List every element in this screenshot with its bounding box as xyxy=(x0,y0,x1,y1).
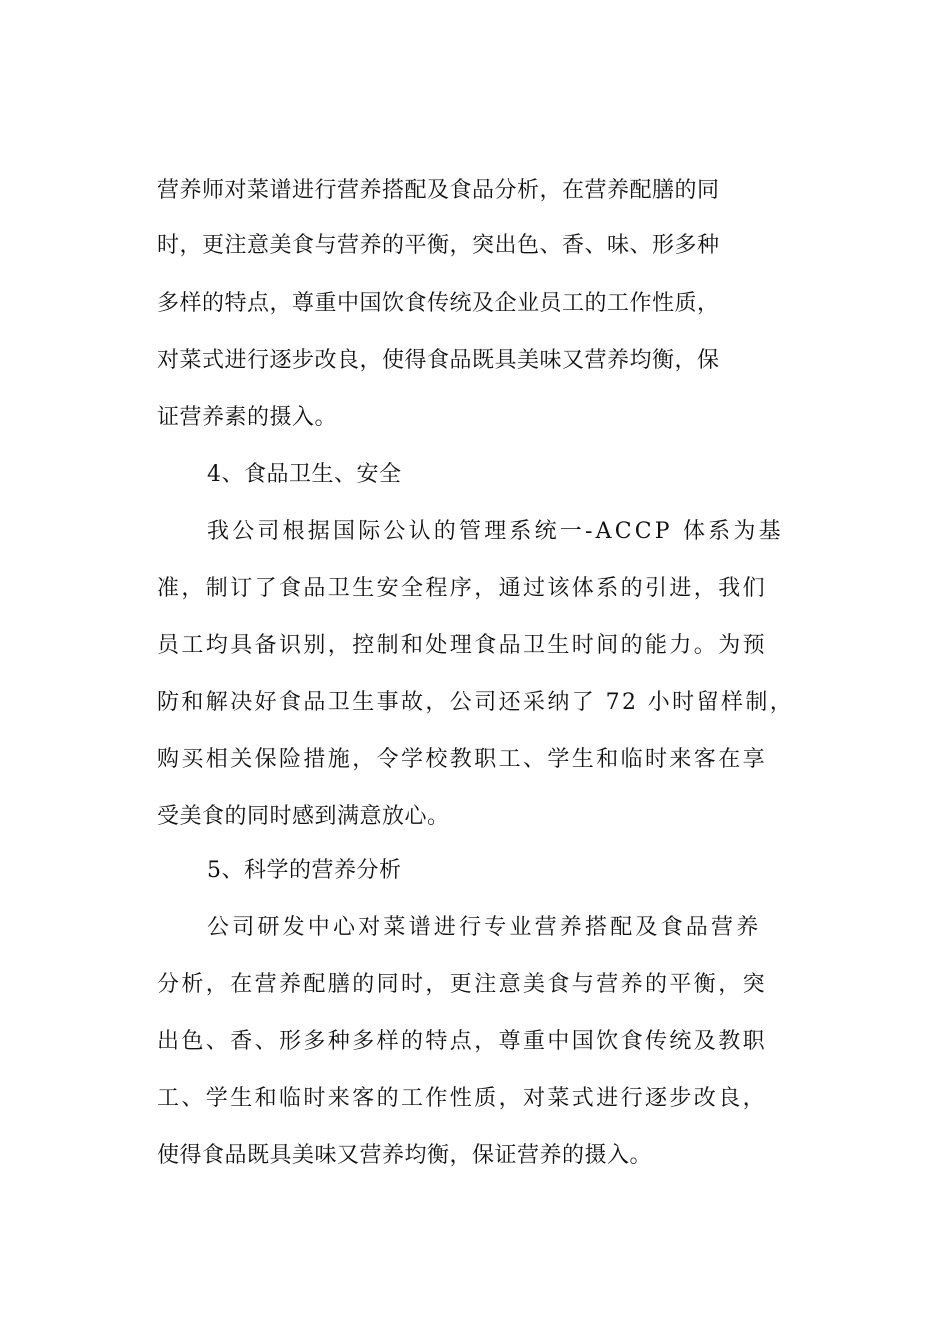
section-heading: 5、科学的营养分析 xyxy=(207,858,402,883)
paragraph-line: 工、学生和临时来客的工作性质，对菜式进行逐步改良， xyxy=(157,1086,768,1111)
paragraph-line: 营养师对菜谱进行营养搭配及食品分析，在营养配膳的同 xyxy=(157,178,720,203)
paragraph-line: 我公司根据国际公认的管理系统一-ACCP 体系为基 xyxy=(207,519,784,544)
paragraph-line: 多样的特点，尊重中国饮食传统及企业员工的工作性质， xyxy=(157,291,720,316)
paragraph-line: 准，制订了食品卫生安全程序，通过该体系的引进，我们 xyxy=(157,576,768,601)
paragraph-line: 员工均具备识别，控制和处理食品卫生时间的能力。为预 xyxy=(157,633,768,658)
paragraph-line: 分析，在营养配膳的同时，更注意美食与营养的平衡，突 xyxy=(157,972,768,997)
paragraph-line: 证营养素的摄入。 xyxy=(157,405,338,430)
paragraph-line: 出色、香、形多种多样的特点，尊重中国饮食传统及教职 xyxy=(157,1029,768,1054)
section-heading: 4、食品卫生、安全 xyxy=(207,462,402,487)
paragraph-line: 时，更注意美食与营养的平衡，突出色、香、味、形多种 xyxy=(157,233,720,258)
paragraph-line: 受美食的同时感到满意放心。 xyxy=(157,804,450,829)
paragraph-line: 使得食品既具美味又营养均衡，保证营养的摄入。 xyxy=(157,1143,653,1168)
paragraph-line: 购买相关保险措施，令学校教职工、学生和临时来客在享 xyxy=(157,747,768,772)
paragraph-line: 防和解决好食品卫生事故，公司还采纳了 72 小时留样制， xyxy=(157,690,795,715)
paragraph-line: 公司研发中心对菜谱进行专业营养搭配及食品营养 xyxy=(207,915,762,940)
paragraph-line: 对菜式进行逐步改良，使得食品既具美味又营养均衡，保 xyxy=(157,348,720,373)
